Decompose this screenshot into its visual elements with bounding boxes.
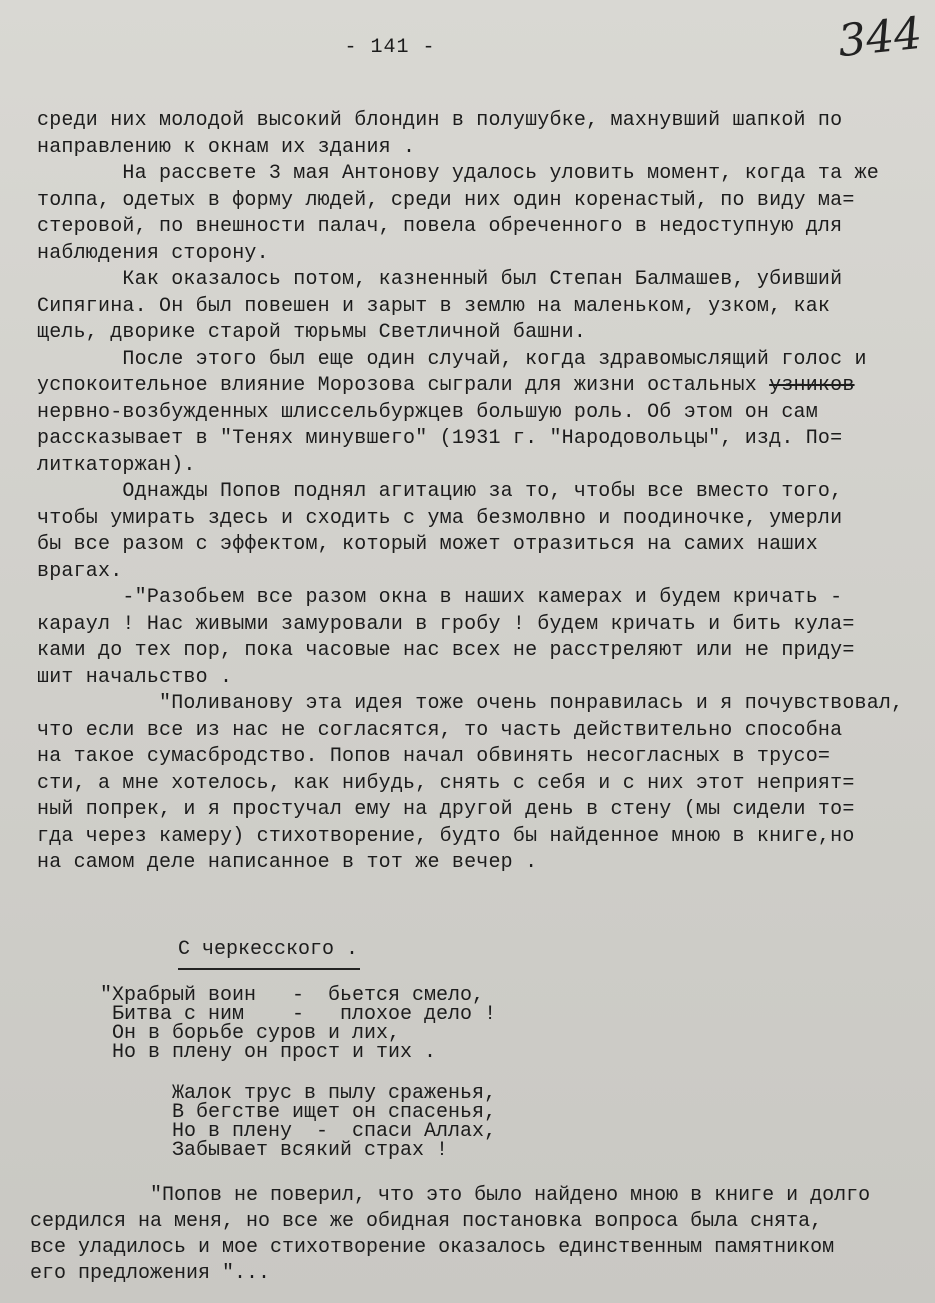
poem-title: С черкесского . [178, 938, 359, 961]
poem-line: В бегстве ищет он спасенья, [100, 1101, 497, 1124]
text-line: рассказывает в "Тенях минувшего" (1931 г. "Народовольцы", изд. По= [37, 427, 843, 450]
text-line: На рассвете 3 мая Антонову удалось уловить момент, когда та же [37, 162, 879, 185]
text-line: "Поливанову эта идея тоже очень понравилась и я почувствовал, [37, 692, 904, 715]
text-line: бы все разом с эффектом, который может отразиться на самих наших [37, 533, 818, 556]
poem-line: "Храбрый воин - бьется смело, [100, 984, 485, 1007]
text-line: караул ! Нас живыми замуровали в гробу ! будем кричать и бить кула= [37, 612, 855, 636]
text-line: направлению к окнам их здания . [37, 135, 416, 159]
text-line: сти, а мне хотелось, как нибудь, снять с себя и с них этот неприят= [37, 771, 855, 795]
text-line: все уладилось и мое стихотворение оказалось единственным памятником [30, 1236, 835, 1259]
struck-out-word: узников [769, 374, 855, 397]
page-number: - 141 - [344, 36, 436, 59]
poem-line: Но в плену - спаси Аллах, [100, 1120, 497, 1143]
poem-line: Забывает всякий страх ! [100, 1139, 449, 1162]
poem-stanza [100, 986, 496, 1062]
text-line: -"Разобьем все разом окна в наших камерах и будем кричать - [37, 586, 843, 609]
text-line: Как оказалось потом, казненный был Степан Балмашев, убивший [37, 268, 843, 291]
text-line: на такое сумасбродство. Попов начал обвинять несогласных в трусо= [37, 745, 831, 768]
text-line: врагах. [37, 559, 123, 583]
text-line: ный попрек, и я простучал ему на другой день в стену (мы сидели то= [37, 798, 855, 821]
text-line: "Попов не поверил, что это было найдено мною в книге и долго [30, 1184, 871, 1207]
text-line: гда через камеру) стихотворение, будто бы найденное мною в книге,но [37, 824, 855, 848]
text-line: его предложения "... [30, 1262, 271, 1285]
text-line: наблюдения сторону. [37, 241, 269, 265]
text-line: нервно-возбужденных шлиссельбуржцев большую роль. Об этом он сам [37, 400, 818, 424]
text-line: чтобы умирать здесь и сходить с ума безмолвно и поодиночке, умерли [37, 506, 843, 530]
poem-line: Жалок трус в пылу сраженья, [100, 1082, 497, 1105]
text-line: Однажды Попов поднял агитацию за то, чтобы все вместо того, [37, 480, 843, 503]
text-line: стеровой, по внешности палач, повела обреченного в недоступную для [37, 215, 843, 238]
text-line: литкаторжан). [37, 453, 196, 477]
text-line-with-strikeout [37, 373, 917, 400]
poem-stanza [100, 1084, 496, 1160]
text-line: щель, дворике старой тюрьмы Светличной башни. [37, 321, 587, 344]
poem-line: Битва с ним - плохое дело ! [100, 1003, 497, 1026]
poem-line: Он в борьбе суров и лих, [100, 1022, 401, 1045]
text-line: После этого был еще один случай, когда здравомыслящий голос и [37, 347, 867, 371]
text-line: ками до тех пор, пока часовые нас всех не расстреляют или не приду= [37, 639, 855, 662]
closing-paragraph [30, 1183, 930, 1287]
body-text [37, 108, 917, 877]
text-line: шит начальство . [37, 665, 233, 689]
handwritten-archive-number: 344 [835, 7, 925, 68]
poem-title-underline [178, 968, 360, 970]
poem [100, 986, 496, 1182]
text-line: среди них молодой высокий блондин в полушубке, махнувший шапкой по [37, 109, 843, 132]
text-line: сердился на меня, но все же обидная постановка вопроса была снята, [30, 1210, 823, 1233]
text-segment: успокоительное влияние Морозова сыграли для жизни остальных [37, 374, 757, 397]
text-line: на самом деле написанное в тот же вечер . [37, 851, 538, 874]
text-line: толпа, одетых в форму людей, среди них один коренастый, по виду ма= [37, 188, 855, 212]
text-line: что если все из нас не согласятся, то часть действительно способна [37, 718, 843, 742]
text-line: Сипягина. Он был повешен и зарыт в землю на маленьком, узком, как [37, 294, 831, 318]
poem-line: Но в плену он прост и тих . [100, 1041, 437, 1064]
